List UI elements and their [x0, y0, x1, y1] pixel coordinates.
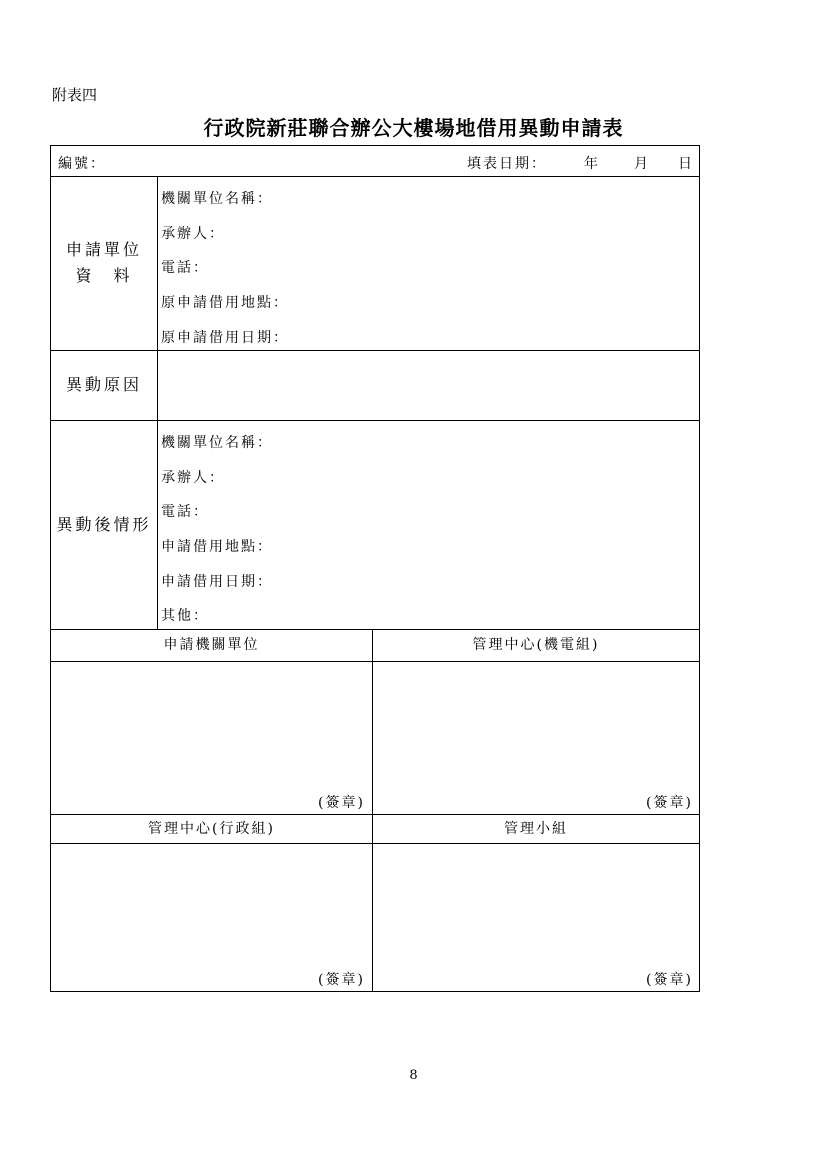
after-change-field: 其他：	[161, 608, 209, 624]
form-title: 行政院新莊聯合辦公大樓場地借用異動申請表	[203, 116, 624, 140]
after-change-field: 申請借用日期：	[161, 574, 273, 590]
signature-header-mgmt-group: 管理小組	[504, 821, 568, 837]
after-change-field: 承辦人：	[161, 470, 225, 486]
applicant-heading-line1: 申請單位	[65, 240, 142, 259]
stamp-label: (簽章)	[646, 795, 693, 811]
applicant-field: 電話：	[161, 260, 209, 276]
signature-header-applicant-unit: 申請機關單位	[163, 637, 260, 653]
applicant-field: 原申請借用日期：	[161, 330, 289, 346]
after-change-field: 申請借用地點：	[161, 539, 273, 555]
day-label: 日	[678, 156, 694, 172]
applicant-field: 機關單位名稱：	[161, 191, 273, 207]
applicant-heading-line2: 資 料	[75, 266, 133, 285]
after-change-field: 電話：	[161, 504, 209, 520]
appendix-label: 附表四	[52, 86, 98, 104]
stamp-label: (簽章)	[318, 972, 365, 988]
applicant-field: 承辦人：	[161, 226, 225, 242]
after-change-field: 機關單位名稱：	[161, 435, 273, 451]
year-label: 年	[584, 156, 600, 172]
stamp-label: (簽章)	[318, 795, 365, 811]
stamp-label: (簽章)	[646, 972, 693, 988]
signature-header-mgmt-admin: 管理中心(行政組)	[148, 821, 275, 837]
applicant-field: 原申請借用地點：	[161, 295, 289, 311]
number-label: 編號：	[58, 156, 106, 172]
fill-date-label: 填表日期：	[467, 156, 547, 172]
after-change-heading: 異動後情形	[56, 515, 152, 534]
page-number: 8	[409, 1068, 418, 1083]
signature-header-mgmt-electro: 管理中心(機電組)	[472, 637, 600, 653]
month-label: 月	[634, 156, 650, 172]
reason-heading: 異動原因	[65, 375, 142, 394]
